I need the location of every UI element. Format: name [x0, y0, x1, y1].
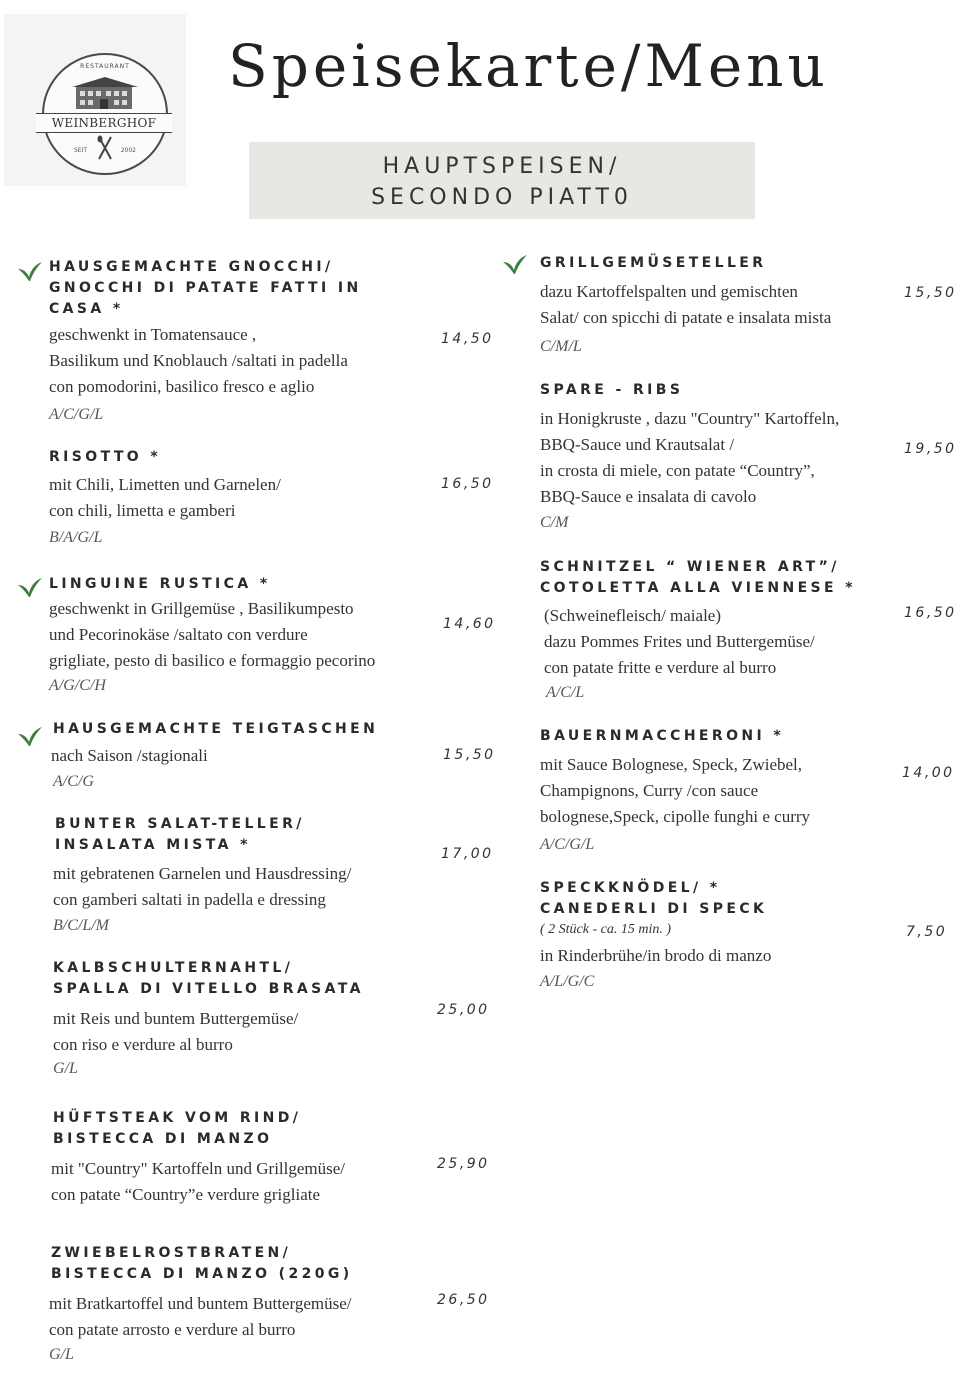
dish-description-line: Salat/ con spicchi di patate e insalata mista	[540, 308, 832, 327]
dish-description-line: mit Reis und buntem Buttergemüse/	[53, 1009, 299, 1028]
logo-year: 2002	[120, 147, 136, 154]
allergen-codes: B/A/G/L	[49, 529, 103, 546]
dish-name-line: HAUSGEMACHTE GNOCCHI/	[49, 259, 334, 275]
dish-name-line: SPALLA DI VITELLO BRASATA	[53, 981, 364, 997]
allergen-codes: G/L	[49, 1346, 74, 1363]
dish-description-line: mit Bratkartoffel und buntem Buttergemüse/	[49, 1294, 352, 1313]
dish-description-line: in Honigkruste , dazu "Country" Kartoffeln,	[540, 409, 840, 428]
dish-name-line: INSALATA MISTA *	[55, 837, 251, 853]
dish-name-line: SPECKKNÖDEL/ *	[540, 880, 721, 896]
logo-name: WEINBERGHOF	[36, 113, 172, 133]
dish-name-line: HAUSGEMACHTE TEIGTASCHEN	[53, 721, 379, 737]
allergen-codes: A/C/G/L	[540, 836, 595, 853]
dish-description-line: mit "Country" Kartoffeln und Grillgemüse/	[51, 1159, 346, 1178]
dish-description-line: geschwenkt in Grillgemüse , Basilikumpesto	[49, 599, 354, 618]
dish-name-line: LINGUINE RUSTICA *	[49, 576, 271, 592]
dish-name-line: HÜFTSTEAK VOM RIND/	[53, 1110, 302, 1126]
dish-name-line: GNOCCHI DI PATATE FATTI IN	[49, 280, 362, 296]
dish-description-line: Champignons, Curry /con sauce	[540, 781, 759, 800]
dish-description-line: con patate “Country”e verdure grigliate	[51, 1185, 321, 1204]
dish-description-line: mit Sauce Bolognese, Speck, Zwiebel,	[540, 755, 803, 774]
dish-price: 25,00	[437, 1002, 490, 1018]
dish-price: 15,50	[904, 285, 957, 301]
dish-name-line: CASA *	[49, 301, 124, 317]
building-icon	[70, 75, 140, 111]
dish-description-line: und Pecorinokäse /saltato con verdure	[49, 625, 308, 644]
cutlery-icon	[96, 135, 114, 161]
section-title-line2: SECONDO PIATT0	[371, 185, 633, 210]
dish-description-line: BBQ-Sauce und Krautsalat /	[540, 435, 735, 454]
dish-name-line: BISTECCA DI MANZO	[53, 1131, 273, 1147]
leaf-icon	[502, 254, 528, 276]
dish-price: 14,50	[441, 331, 494, 347]
dish-name-line: BAUERNMACCHERONI *	[540, 728, 785, 744]
dish-description-line: bolognese,Speck, cipolle funghi e curry	[540, 807, 811, 826]
dish-price: 14,60	[443, 616, 496, 632]
dish-name-line: SCHNITZEL “ WIENER ART”/	[540, 559, 840, 575]
allergen-codes: A/C/G/L	[49, 406, 104, 423]
dish-description-line: in Rinderbrühe/in brodo di manzo	[540, 946, 772, 965]
dish-description-line: con riso e verdure al burro	[53, 1035, 233, 1054]
dish-name-line: RISOTTO *	[49, 449, 162, 465]
dish-price: 15,50	[443, 747, 496, 763]
allergen-codes: C/M/L	[540, 338, 582, 355]
allergen-codes: B/C/L/M	[53, 917, 110, 934]
dish-description-line: BBQ-Sauce e insalata di cavolo	[540, 487, 757, 506]
logo-top-text: RESTAURANT	[80, 63, 130, 70]
dish-price: 26,50	[437, 1292, 490, 1308]
dish-description-line: con gamberi saltati in padella e dressing	[53, 890, 326, 909]
dish-description-line: con patate arrosto e verdure al burro	[49, 1320, 296, 1339]
dish-description-line: geschwenkt in Tomatensauce ,	[49, 325, 257, 344]
dish-name-line: CANEDERLI DI SPECK	[540, 901, 768, 917]
dish-name-line: GRILLGEMÜSETELLER	[540, 255, 767, 271]
restaurant-logo	[4, 14, 186, 186]
allergen-codes: G/L	[53, 1060, 78, 1077]
dish-name-line: BUNTER SALAT-TELLER/	[55, 816, 305, 832]
dish-description-line: dazu Kartoffelspalten und gemischten	[540, 282, 798, 301]
allergen-codes: A/C/L	[546, 684, 585, 701]
allergen-codes: C/M	[540, 514, 569, 531]
dish-description-line: nach Saison /stagionali	[51, 746, 208, 765]
allergen-codes: A/C/G	[53, 773, 94, 790]
dish-price: 7,50	[906, 924, 948, 940]
dish-name-line: COTOLETTA ALLA VIENNESE *	[540, 580, 856, 596]
dish-description-line: dazu Pommes Frites und Buttergemüse/	[544, 632, 815, 651]
dish-price: 14,00	[902, 765, 955, 781]
dish-name-line: KALBSCHULTERNAHTL/	[53, 960, 294, 976]
portion-note: ( 2 Stück - ca. 15 min. )	[540, 922, 672, 937]
dish-price: 25,90	[437, 1156, 490, 1172]
logo-seal	[42, 53, 168, 175]
dish-description-line: mit gebratenen Garnelen und Hausdressing/	[53, 864, 352, 883]
dish-description-line: in crosta di miele, con patate “Country”,	[540, 461, 815, 480]
dish-description-line: con pomodorini, basilico fresco e aglio	[49, 377, 315, 396]
dish-price: 16,50	[441, 476, 494, 492]
dish-price: 16,50	[904, 605, 957, 621]
logo-seit: SEIT	[74, 147, 88, 154]
dish-description-line: mit Chili, Limetten und Garnelen/	[49, 475, 281, 494]
dish-description-line: con chili, limetta e gamberi	[49, 501, 236, 520]
dish-description-line: (Schweinefleisch/ maiale)	[544, 606, 722, 625]
leaf-icon	[17, 577, 43, 599]
dish-name-line: ZWIEBELROSTBRATEN/	[51, 1245, 292, 1261]
dish-price: 17,00	[441, 846, 494, 862]
section-header	[249, 142, 755, 219]
leaf-icon	[17, 261, 43, 283]
dish-name-line: SPARE - RIBS	[540, 382, 684, 398]
dish-price: 19,50	[904, 441, 957, 457]
leaf-icon	[17, 726, 43, 748]
dish-description-line: con patate fritte e verdure al burro	[544, 658, 777, 677]
allergen-codes: A/G/C/H	[49, 677, 106, 694]
dish-description-line: Basilikum und Knoblauch /saltati in padella	[49, 351, 348, 370]
allergen-codes: A/L/G/C	[540, 973, 595, 990]
section-title-line1: HAUPTSPEISEN/	[382, 154, 622, 179]
page-title: Speisekarte/Menu	[228, 32, 829, 100]
dish-name-line: BISTECCA DI MANZO (220G)	[51, 1266, 353, 1282]
dish-description-line: grigliate, pesto di basilico e formaggio pecorino	[49, 651, 376, 670]
